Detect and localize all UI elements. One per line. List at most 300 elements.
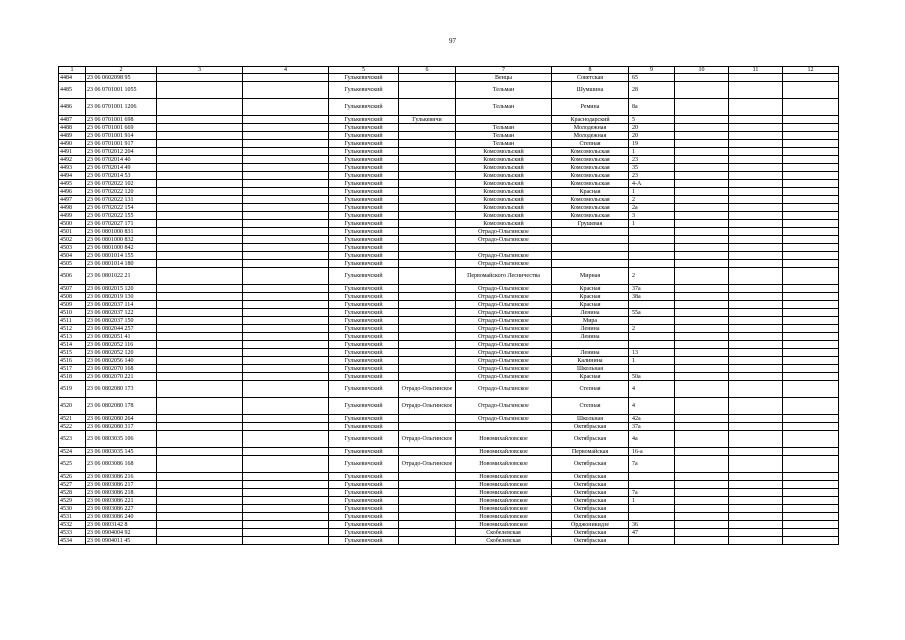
cell-col-8: Молодежная bbox=[552, 132, 629, 140]
cell-col-6 bbox=[399, 365, 456, 373]
cell-col-10 bbox=[675, 325, 729, 333]
cell-col-9 bbox=[629, 260, 675, 268]
cell-col-1: 4492 bbox=[59, 156, 86, 164]
cell-col-10 bbox=[675, 473, 729, 481]
cell-col-8 bbox=[552, 244, 629, 252]
cell-col-7: Новомихайловское bbox=[456, 497, 552, 505]
cell-col-2: 23 06 0801000 831 bbox=[86, 228, 157, 236]
cell-col-8: Комсомольская bbox=[552, 156, 629, 164]
cell-col-4 bbox=[243, 204, 329, 212]
cell-col-2: 23 06 0802037 114 bbox=[86, 301, 157, 309]
cell-col-10 bbox=[675, 132, 729, 140]
cell-col-7: Новомихайловское bbox=[456, 431, 552, 448]
cell-col-3 bbox=[157, 423, 243, 431]
table-row bbox=[59, 333, 839, 341]
cell-col-8: Комсомольская bbox=[552, 164, 629, 172]
cell-col-12 bbox=[783, 244, 839, 252]
cell-col-4 bbox=[243, 260, 329, 268]
table-row bbox=[59, 505, 839, 513]
cell-col-3 bbox=[157, 74, 243, 82]
cell-col-2: 23 06 0802080 317 bbox=[86, 423, 157, 431]
cell-col-2: 23 06 0702022 102 bbox=[86, 180, 157, 188]
cell-col-2: 23 06 0802037 150 bbox=[86, 317, 157, 325]
cell-col-3 bbox=[157, 431, 243, 448]
cell-col-10 bbox=[675, 252, 729, 260]
cell-col-3 bbox=[157, 333, 243, 341]
cell-col-4 bbox=[243, 481, 329, 489]
table-row bbox=[59, 188, 839, 196]
cell-col-10 bbox=[675, 244, 729, 252]
cell-col-11 bbox=[729, 529, 783, 537]
cell-col-11 bbox=[729, 431, 783, 448]
cell-col-7: Отрадо-Ольгинское bbox=[456, 317, 552, 325]
cell-col-6 bbox=[399, 529, 456, 537]
cell-col-4 bbox=[243, 293, 329, 301]
table-row bbox=[59, 365, 839, 373]
cell-col-1: 4525 bbox=[59, 456, 86, 473]
cell-col-12 bbox=[783, 341, 839, 349]
table-row bbox=[59, 74, 839, 82]
cell-col-8: Комсомольская bbox=[552, 148, 629, 156]
cell-col-10 bbox=[675, 164, 729, 172]
cell-col-11 bbox=[729, 505, 783, 513]
cell-col-3 bbox=[157, 236, 243, 244]
cell-col-1: 4512 bbox=[59, 325, 86, 333]
cell-col-7: Отрадо-Ольгинское bbox=[456, 349, 552, 357]
cell-col-12 bbox=[783, 349, 839, 357]
cell-col-7: Отрадо-Ольгинское bbox=[456, 228, 552, 236]
cell-col-11 bbox=[729, 180, 783, 188]
cell-col-11 bbox=[729, 74, 783, 82]
cell-col-8: Ремина bbox=[552, 99, 629, 116]
cell-col-8: Калинина bbox=[552, 357, 629, 365]
cell-col-2: 23 06 0802080 173 bbox=[86, 381, 157, 398]
cell-col-3 bbox=[157, 124, 243, 132]
cell-col-5: Гулькевичский bbox=[329, 481, 399, 489]
cell-col-5: Гулькевичский bbox=[329, 398, 399, 415]
cell-col-9: 2 bbox=[629, 268, 675, 285]
cell-col-1: 4526 bbox=[59, 473, 86, 481]
cell-col-1: 4519 bbox=[59, 381, 86, 398]
cell-col-11 bbox=[729, 333, 783, 341]
cell-col-5: Гулькевичский bbox=[329, 431, 399, 448]
cell-col-8: Ленина bbox=[552, 333, 629, 341]
cell-col-4 bbox=[243, 341, 329, 349]
cell-col-9: 35 bbox=[629, 164, 675, 172]
cell-col-3 bbox=[157, 481, 243, 489]
table-row bbox=[59, 317, 839, 325]
cell-col-12 bbox=[783, 156, 839, 164]
cell-col-9: 19 bbox=[629, 140, 675, 148]
cell-col-10 bbox=[675, 285, 729, 293]
cell-col-7: Отрадо-Ольгинское bbox=[456, 309, 552, 317]
cell-col-6 bbox=[399, 317, 456, 325]
cell-col-5: Гулькевичский bbox=[329, 309, 399, 317]
table-row bbox=[59, 172, 839, 180]
cell-col-12 bbox=[783, 301, 839, 309]
cell-col-3 bbox=[157, 309, 243, 317]
cell-col-6 bbox=[399, 415, 456, 423]
cell-col-2: 23 06 0802015 120 bbox=[86, 285, 157, 293]
cell-col-6 bbox=[399, 82, 456, 99]
cell-col-4 bbox=[243, 473, 329, 481]
cell-col-3 bbox=[157, 244, 243, 252]
cell-col-6 bbox=[399, 521, 456, 529]
cell-col-11 bbox=[729, 497, 783, 505]
cell-col-3 bbox=[157, 513, 243, 521]
cell-col-9: 13 bbox=[629, 349, 675, 357]
column-header-6: 6 bbox=[399, 67, 456, 74]
cell-col-1: 4530 bbox=[59, 505, 86, 513]
cell-col-11 bbox=[729, 423, 783, 431]
cell-col-9: 50а bbox=[629, 373, 675, 381]
cell-col-8: Комсомольская bbox=[552, 196, 629, 204]
cell-col-2: 23 06 0801000 842 bbox=[86, 244, 157, 252]
table-row bbox=[59, 415, 839, 423]
cell-col-9: 1 bbox=[629, 148, 675, 156]
cell-col-2: 23 06 0802019 130 bbox=[86, 293, 157, 301]
cell-col-3 bbox=[157, 285, 243, 293]
cell-col-4 bbox=[243, 164, 329, 172]
cell-col-8: Советская bbox=[552, 74, 629, 82]
table-row bbox=[59, 349, 839, 357]
cell-col-10 bbox=[675, 489, 729, 497]
cell-col-7: Комсомольский bbox=[456, 180, 552, 188]
cell-col-12 bbox=[783, 357, 839, 365]
cell-col-9: 20 bbox=[629, 132, 675, 140]
cell-col-10 bbox=[675, 148, 729, 156]
cell-col-1: 4486 bbox=[59, 99, 86, 116]
cell-col-4 bbox=[243, 448, 329, 456]
cell-col-5: Гулькевичский bbox=[329, 244, 399, 252]
cell-col-8: Ленина bbox=[552, 349, 629, 357]
cell-col-1: 4515 bbox=[59, 349, 86, 357]
cell-col-9: 28 bbox=[629, 82, 675, 99]
cell-col-10 bbox=[675, 228, 729, 236]
cell-col-12 bbox=[783, 325, 839, 333]
cell-col-9: 1 bbox=[629, 188, 675, 196]
cell-col-4 bbox=[243, 333, 329, 341]
cell-col-7: Отрадо-Ольгинское bbox=[456, 373, 552, 381]
cell-col-12 bbox=[783, 521, 839, 529]
cell-col-4 bbox=[243, 252, 329, 260]
cell-col-8: Октябрьская bbox=[552, 537, 629, 545]
cell-col-1: 4497 bbox=[59, 196, 86, 204]
cell-col-9: 47 bbox=[629, 529, 675, 537]
cell-col-1: 4509 bbox=[59, 301, 86, 309]
cell-col-8: Красная bbox=[552, 373, 629, 381]
cell-col-5: Гулькевичский bbox=[329, 456, 399, 473]
table-row bbox=[59, 373, 839, 381]
cell-col-11 bbox=[729, 285, 783, 293]
cell-col-8: Октябрьская bbox=[552, 529, 629, 537]
column-header-4: 4 bbox=[243, 67, 329, 74]
cell-col-3 bbox=[157, 537, 243, 545]
cell-col-5: Гулькевичский bbox=[329, 196, 399, 204]
cell-col-9: 42а bbox=[629, 415, 675, 423]
cell-col-1: 4502 bbox=[59, 236, 86, 244]
table-row bbox=[59, 325, 839, 333]
cell-col-10 bbox=[675, 116, 729, 124]
cell-col-5: Гулькевичский bbox=[329, 220, 399, 228]
table-row bbox=[59, 124, 839, 132]
cell-col-6 bbox=[399, 333, 456, 341]
cell-col-12 bbox=[783, 293, 839, 301]
cell-col-4 bbox=[243, 537, 329, 545]
cell-col-10 bbox=[675, 268, 729, 285]
cell-col-10 bbox=[675, 212, 729, 220]
cell-col-2: 23 06 0701001 698 bbox=[86, 116, 157, 124]
cell-col-1: 4489 bbox=[59, 132, 86, 140]
table-row bbox=[59, 236, 839, 244]
cell-col-6 bbox=[399, 505, 456, 513]
cell-col-5: Гулькевичский bbox=[329, 301, 399, 309]
cell-col-5: Гулькевичский bbox=[329, 365, 399, 373]
cell-col-7: Комсомольский bbox=[456, 188, 552, 196]
registry-table bbox=[58, 66, 839, 545]
cell-col-4 bbox=[243, 398, 329, 415]
cell-col-1: 4531 bbox=[59, 513, 86, 521]
table-row bbox=[59, 140, 839, 148]
cell-col-7: Отрадо-Ольгинское bbox=[456, 365, 552, 373]
cell-col-2: 23 06 0904004 92 bbox=[86, 529, 157, 537]
cell-col-12 bbox=[783, 236, 839, 244]
cell-col-7: Отрадо-Ольгинское bbox=[456, 415, 552, 423]
cell-col-2: 23 06 0802052 116 bbox=[86, 341, 157, 349]
cell-col-7: Венцы bbox=[456, 74, 552, 82]
cell-col-1: 4487 bbox=[59, 116, 86, 124]
cell-col-5: Гулькевичский bbox=[329, 285, 399, 293]
cell-col-6 bbox=[399, 373, 456, 381]
cell-col-8: Степная bbox=[552, 140, 629, 148]
cell-col-3 bbox=[157, 220, 243, 228]
cell-col-9 bbox=[629, 505, 675, 513]
cell-col-2: 23 06 0803035 145 bbox=[86, 448, 157, 456]
cell-col-10 bbox=[675, 398, 729, 415]
cell-col-11 bbox=[729, 172, 783, 180]
cell-col-11 bbox=[729, 309, 783, 317]
table-row bbox=[59, 228, 839, 236]
cell-col-10 bbox=[675, 333, 729, 341]
cell-col-9: 37а bbox=[629, 423, 675, 431]
cell-col-3 bbox=[157, 116, 243, 124]
cell-col-4 bbox=[243, 381, 329, 398]
table-row bbox=[59, 473, 839, 481]
cell-col-1: 4496 bbox=[59, 188, 86, 196]
cell-col-12 bbox=[783, 116, 839, 124]
cell-col-5: Гулькевичский bbox=[329, 497, 399, 505]
cell-col-2: 23 06 0801014 155 bbox=[86, 252, 157, 260]
cell-col-4 bbox=[243, 309, 329, 317]
cell-col-9 bbox=[629, 236, 675, 244]
cell-col-12 bbox=[783, 423, 839, 431]
cell-col-3 bbox=[157, 212, 243, 220]
cell-col-7: Новомихайловское bbox=[456, 481, 552, 489]
cell-col-5: Гулькевичский bbox=[329, 341, 399, 349]
cell-col-11 bbox=[729, 212, 783, 220]
cell-col-6 bbox=[399, 301, 456, 309]
cell-col-12 bbox=[783, 497, 839, 505]
cell-col-12 bbox=[783, 124, 839, 132]
cell-col-10 bbox=[675, 82, 729, 99]
cell-col-6: Отрадо-Ольгинское bbox=[399, 398, 456, 415]
cell-col-8 bbox=[552, 252, 629, 260]
cell-col-11 bbox=[729, 415, 783, 423]
cell-col-2: 23 06 0702022 120 bbox=[86, 188, 157, 196]
cell-col-4 bbox=[243, 285, 329, 293]
cell-col-3 bbox=[157, 132, 243, 140]
cell-col-1: 4514 bbox=[59, 341, 86, 349]
cell-col-3 bbox=[157, 497, 243, 505]
cell-col-11 bbox=[729, 481, 783, 489]
cell-col-11 bbox=[729, 381, 783, 398]
cell-col-1: 4491 bbox=[59, 148, 86, 156]
cell-col-10 bbox=[675, 448, 729, 456]
table-row bbox=[59, 244, 839, 252]
cell-col-12 bbox=[783, 252, 839, 260]
cell-col-7: Отрадо-Ольгинское bbox=[456, 236, 552, 244]
cell-col-12 bbox=[783, 317, 839, 325]
cell-col-1: 4518 bbox=[59, 373, 86, 381]
cell-col-11 bbox=[729, 325, 783, 333]
cell-col-8: Комсомольская bbox=[552, 180, 629, 188]
cell-col-3 bbox=[157, 293, 243, 301]
cell-col-6 bbox=[399, 325, 456, 333]
cell-col-7: Новомихайловское bbox=[456, 513, 552, 521]
cell-col-2: 23 06 0702014 40 bbox=[86, 156, 157, 164]
cell-col-11 bbox=[729, 236, 783, 244]
cell-col-9: 4а bbox=[629, 431, 675, 448]
table-row bbox=[59, 99, 839, 116]
cell-col-6 bbox=[399, 204, 456, 212]
cell-col-1: 4484 bbox=[59, 74, 86, 82]
cell-col-12 bbox=[783, 140, 839, 148]
cell-col-4 bbox=[243, 431, 329, 448]
cell-col-9 bbox=[629, 365, 675, 373]
cell-col-7: Отрадо-Ольгинское bbox=[456, 333, 552, 341]
cell-col-7: Новомихайловское bbox=[456, 473, 552, 481]
table-row bbox=[59, 448, 839, 456]
cell-col-7: Отрадо-Ольгинское bbox=[456, 398, 552, 415]
cell-col-1: 4528 bbox=[59, 489, 86, 497]
cell-col-12 bbox=[783, 431, 839, 448]
cell-col-5: Гулькевичский bbox=[329, 505, 399, 513]
cell-col-8: Октябрьская bbox=[552, 431, 629, 448]
column-header-2: 2 bbox=[86, 67, 157, 74]
cell-col-10 bbox=[675, 220, 729, 228]
cell-col-10 bbox=[675, 156, 729, 164]
cell-col-6 bbox=[399, 140, 456, 148]
cell-col-2: 23 06 0802037 122 bbox=[86, 309, 157, 317]
cell-col-3 bbox=[157, 268, 243, 285]
cell-col-11 bbox=[729, 148, 783, 156]
cell-col-2: 23 06 0701001 1206 bbox=[86, 99, 157, 116]
cell-col-1: 4506 bbox=[59, 268, 86, 285]
cell-col-1: 4523 bbox=[59, 431, 86, 448]
cell-col-6 bbox=[399, 268, 456, 285]
cell-col-3 bbox=[157, 349, 243, 357]
cell-col-4 bbox=[243, 365, 329, 373]
cell-col-1: 4522 bbox=[59, 423, 86, 431]
cell-col-5: Гулькевичский bbox=[329, 381, 399, 398]
cell-col-1: 4520 bbox=[59, 398, 86, 415]
cell-col-6 bbox=[399, 132, 456, 140]
cell-col-10 bbox=[675, 341, 729, 349]
cell-col-4 bbox=[243, 212, 329, 220]
cell-col-11 bbox=[729, 220, 783, 228]
cell-col-9 bbox=[629, 252, 675, 260]
cell-col-1: 4504 bbox=[59, 252, 86, 260]
cell-col-9: 65 bbox=[629, 74, 675, 82]
cell-col-3 bbox=[157, 325, 243, 333]
cell-col-7: Комсомольский bbox=[456, 148, 552, 156]
cell-col-3 bbox=[157, 82, 243, 99]
cell-col-9 bbox=[629, 513, 675, 521]
cell-col-12 bbox=[783, 196, 839, 204]
cell-col-8 bbox=[552, 341, 629, 349]
cell-col-12 bbox=[783, 381, 839, 398]
cell-col-6 bbox=[399, 156, 456, 164]
cell-col-12 bbox=[783, 228, 839, 236]
cell-col-12 bbox=[783, 529, 839, 537]
cell-col-5: Гулькевичский bbox=[329, 236, 399, 244]
cell-col-7: Отрадо-Ольгинское bbox=[456, 293, 552, 301]
table-row bbox=[59, 423, 839, 431]
cell-col-1: 4495 bbox=[59, 180, 86, 188]
column-header-7: 7 bbox=[456, 67, 552, 74]
cell-col-11 bbox=[729, 124, 783, 132]
cell-col-4 bbox=[243, 244, 329, 252]
cell-col-5: Гулькевичский bbox=[329, 212, 399, 220]
cell-col-10 bbox=[675, 293, 729, 301]
cell-col-2: 23 06 0802052 120 bbox=[86, 349, 157, 357]
cell-col-2: 23 06 0803086 227 bbox=[86, 505, 157, 513]
cell-col-11 bbox=[729, 156, 783, 164]
cell-col-11 bbox=[729, 268, 783, 285]
cell-col-10 bbox=[675, 537, 729, 545]
table-row bbox=[59, 212, 839, 220]
cell-col-12 bbox=[783, 415, 839, 423]
cell-col-9: 7а bbox=[629, 456, 675, 473]
cell-col-6 bbox=[399, 285, 456, 293]
cell-col-11 bbox=[729, 99, 783, 116]
table-row bbox=[59, 164, 839, 172]
cell-col-10 bbox=[675, 180, 729, 188]
cell-col-10 bbox=[675, 236, 729, 244]
cell-col-4 bbox=[243, 124, 329, 132]
cell-col-12 bbox=[783, 74, 839, 82]
cell-col-8: Мирная bbox=[552, 268, 629, 285]
table-row bbox=[59, 431, 839, 448]
cell-col-2: 23 06 0801022 21 bbox=[86, 268, 157, 285]
cell-col-7: Комсомольский bbox=[456, 204, 552, 212]
cell-col-9: 8а bbox=[629, 99, 675, 116]
cell-col-1: 4498 bbox=[59, 204, 86, 212]
cell-col-5: Гулькевичский bbox=[329, 172, 399, 180]
cell-col-7: Отрадо-Ольгинское bbox=[456, 252, 552, 260]
cell-col-4 bbox=[243, 148, 329, 156]
cell-col-3 bbox=[157, 448, 243, 456]
table-header bbox=[59, 67, 839, 74]
cell-col-4 bbox=[243, 180, 329, 188]
cell-col-8: Ленина bbox=[552, 309, 629, 317]
cell-col-9 bbox=[629, 244, 675, 252]
cell-col-5: Гулькевичский bbox=[329, 529, 399, 537]
cell-col-12 bbox=[783, 285, 839, 293]
cell-col-10 bbox=[675, 172, 729, 180]
cell-col-5: Гулькевичский bbox=[329, 99, 399, 116]
cell-col-12 bbox=[783, 212, 839, 220]
